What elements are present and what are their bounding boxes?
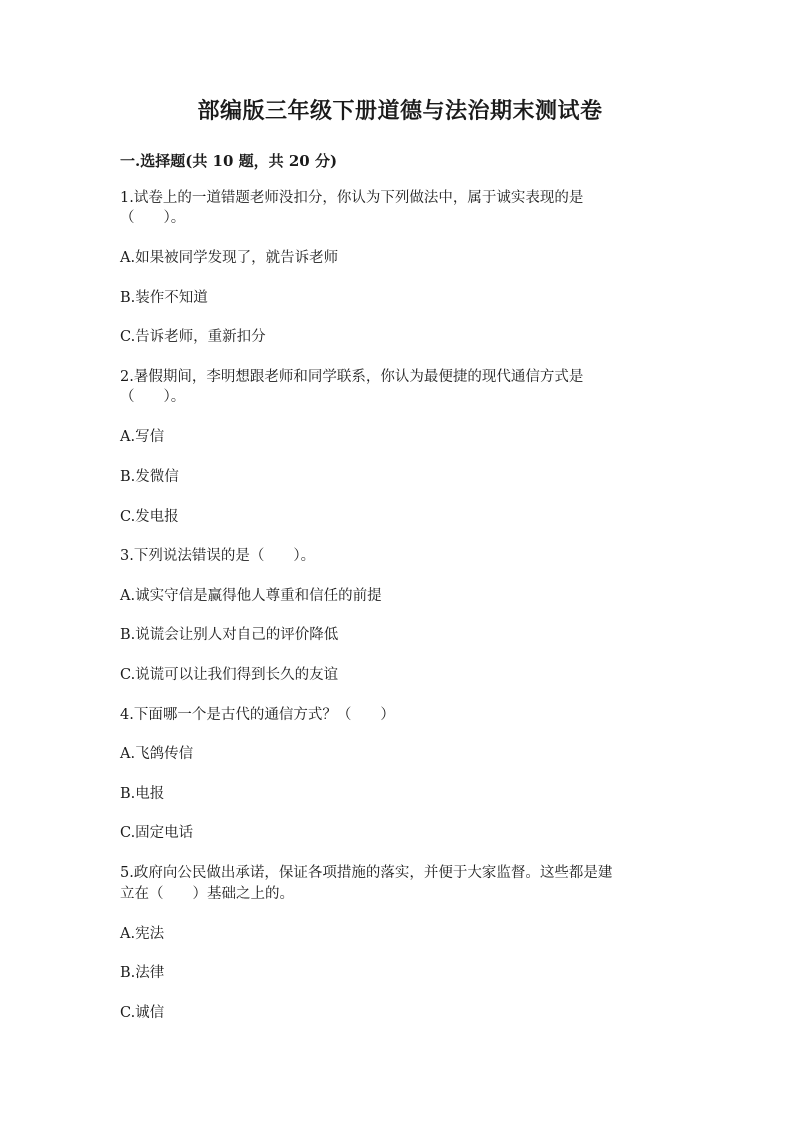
question-1-option-b: B.装作不知道 [120, 290, 208, 306]
section-heading: 一.选择题(共 10 题，共 20 分) [120, 152, 338, 170]
question-4-option-b: B.电报 [120, 786, 165, 802]
question-1-option-c: C.告诉老师，重新扣分 [120, 329, 266, 345]
question-4-option-c: C.固定电话 [120, 825, 194, 841]
question-2-stem: 2.暑假期间，李明想跟老师和同学联系，你认为最便捷的现代通信方式是 [120, 369, 584, 385]
question-5-option-b: B.法律 [120, 965, 165, 981]
question-5-stem: 5.政府向公民做出承诺，保证各项措施的落实，并便于大家监督。这些都是建 [120, 865, 613, 881]
question-2-option-b: B.发微信 [120, 469, 179, 485]
question-3-stem: 3.下列说法错误的是（ ）。 [120, 548, 316, 564]
question-2-option-a: A.写信 [120, 429, 165, 445]
question-2-stem-cont: （ ）。 [120, 389, 186, 405]
question-5-stem-cont: 立在（ ）基础之上的。 [120, 886, 294, 902]
question-1-stem-cont: （ ）。 [120, 210, 186, 226]
question-5-option-a: A.宪法 [120, 926, 165, 942]
question-3-option-b: B.说谎会让别人对自己的评价降低 [120, 627, 339, 643]
question-3-option-a: A.诚实守信是赢得他人尊重和信任的前提 [120, 588, 382, 604]
question-4-option-a: A.飞鸽传信 [120, 746, 194, 762]
question-5-option-c: C.诚信 [120, 1005, 165, 1021]
question-1-stem: 1.试卷上的一道错题老师没扣分，你认为下列做法中，属于诚实表现的是 [120, 190, 584, 206]
question-4-stem: 4.下面哪一个是古代的通信方式？（ ） [120, 707, 395, 723]
question-2-option-c: C.发电报 [120, 509, 179, 525]
question-3-option-c: C.说谎可以让我们得到长久的友谊 [120, 667, 339, 683]
question-1-option-a: A.如果被同学发现了，就告诉老师 [120, 250, 339, 266]
exam-title: 部编版三年级下册道德与法治期末测试卷 [197, 98, 603, 124]
